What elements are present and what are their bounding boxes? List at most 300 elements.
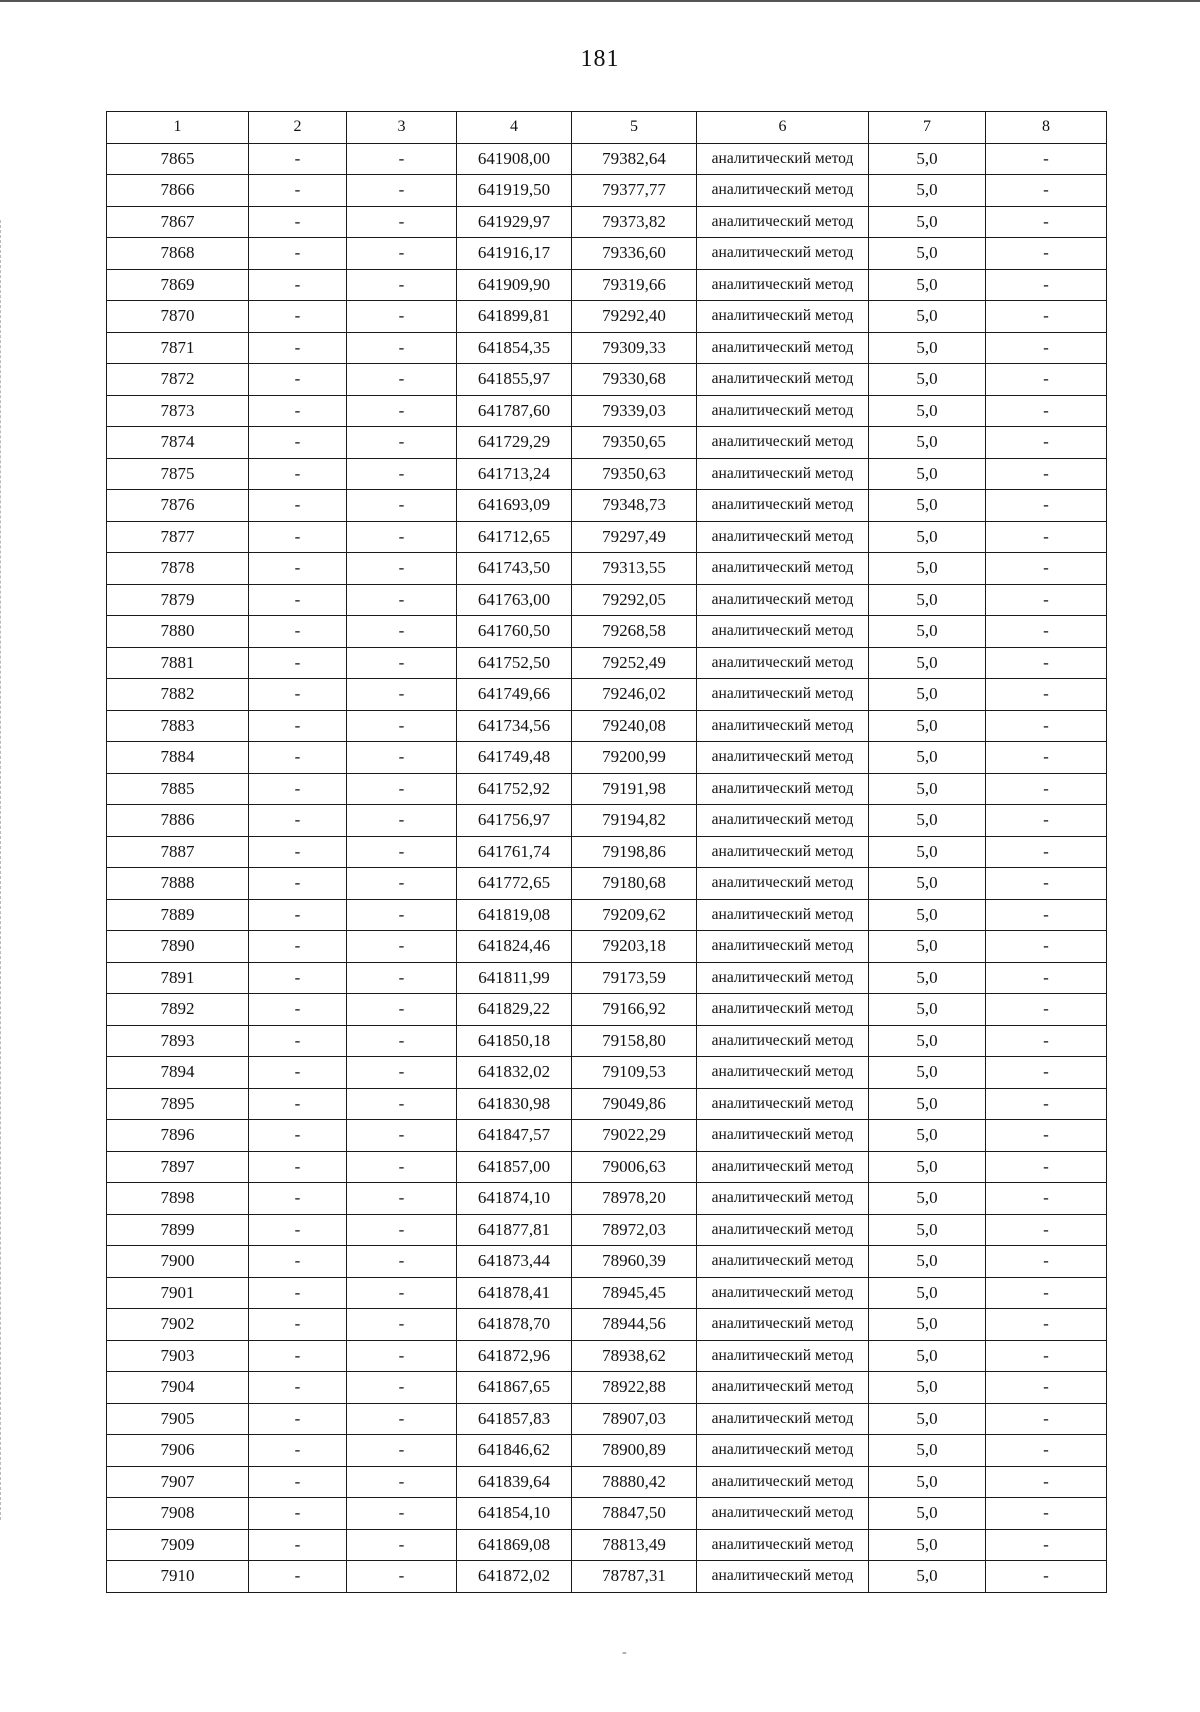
table-row	[107, 458, 1107, 490]
point-number-cell: 7876	[107, 490, 249, 522]
col8-cell: -	[986, 773, 1107, 805]
col8-cell: -	[986, 1246, 1107, 1278]
x-coordinate-cell: 641878,70	[457, 1309, 572, 1341]
col3-cell: -	[347, 1088, 457, 1120]
point-number-cell: 7891	[107, 962, 249, 994]
point-number-cell: 7877	[107, 521, 249, 553]
x-coordinate-cell: 641729,29	[457, 427, 572, 459]
method-cell: аналитический метод	[697, 175, 869, 207]
x-coordinate-cell: 641857,00	[457, 1151, 572, 1183]
accuracy-cell: 5,0	[869, 584, 986, 616]
accuracy-cell: 5,0	[869, 1529, 986, 1561]
y-coordinate-cell: 79180,68	[572, 868, 697, 900]
accuracy-cell: 5,0	[869, 994, 986, 1026]
col8-cell: -	[986, 1466, 1107, 1498]
method-cell: аналитический метод	[697, 1057, 869, 1089]
col3-cell: -	[347, 301, 457, 333]
x-coordinate-cell: 641756,97	[457, 805, 572, 837]
y-coordinate-cell: 79049,86	[572, 1088, 697, 1120]
point-number-cell: 7865	[107, 143, 249, 175]
table-row	[107, 1025, 1107, 1057]
method-cell: аналитический метод	[697, 1025, 869, 1057]
col3-cell: -	[347, 458, 457, 490]
col8-cell: -	[986, 1025, 1107, 1057]
table-row	[107, 395, 1107, 427]
col2-cell: -	[249, 458, 347, 490]
x-coordinate-cell: 641854,35	[457, 332, 572, 364]
y-coordinate-cell: 78972,03	[572, 1214, 697, 1246]
table-row	[107, 899, 1107, 931]
x-coordinate-cell: 641877,81	[457, 1214, 572, 1246]
y-coordinate-cell: 79158,80	[572, 1025, 697, 1057]
table-row	[107, 1498, 1107, 1530]
table-row	[107, 269, 1107, 301]
method-cell: аналитический метод	[697, 1088, 869, 1120]
accuracy-cell: 5,0	[869, 647, 986, 679]
table-row	[107, 836, 1107, 868]
col2-cell: -	[249, 1025, 347, 1057]
accuracy-cell: 5,0	[869, 206, 986, 238]
point-number-cell: 7889	[107, 899, 249, 931]
col8-cell: -	[986, 1277, 1107, 1309]
method-cell: аналитический метод	[697, 679, 869, 711]
accuracy-cell: 5,0	[869, 301, 986, 333]
accuracy-cell: 5,0	[869, 773, 986, 805]
col2-cell: -	[249, 616, 347, 648]
col8-cell: -	[986, 301, 1107, 333]
y-coordinate-cell: 79246,02	[572, 679, 697, 711]
col8-cell: -	[986, 868, 1107, 900]
accuracy-cell: 5,0	[869, 1214, 986, 1246]
method-cell: аналитический метод	[697, 269, 869, 301]
method-cell: аналитический метод	[697, 805, 869, 837]
col3-cell: -	[347, 805, 457, 837]
x-coordinate-cell: 641749,48	[457, 742, 572, 774]
col8-cell: -	[986, 1088, 1107, 1120]
y-coordinate-cell: 79336,60	[572, 238, 697, 270]
top-border-line	[0, 0, 1200, 2]
column-header: 3	[347, 112, 457, 144]
col8-cell: -	[986, 616, 1107, 648]
method-cell: аналитический метод	[697, 962, 869, 994]
col8-cell: -	[986, 1435, 1107, 1467]
accuracy-cell: 5,0	[869, 1372, 986, 1404]
y-coordinate-cell: 78900,89	[572, 1435, 697, 1467]
x-coordinate-cell: 641873,44	[457, 1246, 572, 1278]
accuracy-cell: 5,0	[869, 364, 986, 396]
method-cell: аналитический метод	[697, 553, 869, 585]
point-number-cell: 7902	[107, 1309, 249, 1341]
table-row	[107, 931, 1107, 963]
x-coordinate-cell: 641847,57	[457, 1120, 572, 1152]
accuracy-cell: 5,0	[869, 521, 986, 553]
col3-cell: -	[347, 364, 457, 396]
col8-cell: -	[986, 553, 1107, 585]
col8-cell: -	[986, 1057, 1107, 1089]
col8-cell: -	[986, 269, 1107, 301]
method-cell: аналитический метод	[697, 1246, 869, 1278]
col8-cell: -	[986, 679, 1107, 711]
method-cell: аналитический метод	[697, 206, 869, 238]
y-coordinate-cell: 79373,82	[572, 206, 697, 238]
col2-cell: -	[249, 553, 347, 585]
col2-cell: -	[249, 490, 347, 522]
y-coordinate-cell: 78787,31	[572, 1561, 697, 1593]
table-row	[107, 1151, 1107, 1183]
col8-cell: -	[986, 931, 1107, 963]
accuracy-cell: 5,0	[869, 1088, 986, 1120]
column-header: 6	[697, 112, 869, 144]
col3-cell: -	[347, 1403, 457, 1435]
accuracy-cell: 5,0	[869, 1277, 986, 1309]
col3-cell: -	[347, 1183, 457, 1215]
x-coordinate-cell: 641867,65	[457, 1372, 572, 1404]
point-number-cell: 7898	[107, 1183, 249, 1215]
y-coordinate-cell: 79377,77	[572, 175, 697, 207]
col2-cell: -	[249, 364, 347, 396]
table-row	[107, 616, 1107, 648]
point-number-cell: 7890	[107, 931, 249, 963]
method-cell: аналитический метод	[697, 1277, 869, 1309]
table-row	[107, 647, 1107, 679]
x-coordinate-cell: 641749,66	[457, 679, 572, 711]
point-number-cell: 7868	[107, 238, 249, 270]
point-number-cell: 7896	[107, 1120, 249, 1152]
col8-cell: -	[986, 427, 1107, 459]
method-cell: аналитический метод	[697, 521, 869, 553]
col3-cell: -	[347, 395, 457, 427]
accuracy-cell: 5,0	[869, 899, 986, 931]
col2-cell: -	[249, 899, 347, 931]
col3-cell: -	[347, 1466, 457, 1498]
col3-cell: -	[347, 1057, 457, 1089]
table-row	[107, 584, 1107, 616]
col8-cell: -	[986, 1309, 1107, 1341]
point-number-cell: 7881	[107, 647, 249, 679]
table-row	[107, 1466, 1107, 1498]
y-coordinate-cell: 79268,58	[572, 616, 697, 648]
col8-cell: -	[986, 395, 1107, 427]
point-number-cell: 7871	[107, 332, 249, 364]
col3-cell: -	[347, 332, 457, 364]
col3-cell: -	[347, 490, 457, 522]
col2-cell: -	[249, 1372, 347, 1404]
y-coordinate-cell: 78944,56	[572, 1309, 697, 1341]
point-number-cell: 7900	[107, 1246, 249, 1278]
x-coordinate-cell: 641839,64	[457, 1466, 572, 1498]
col3-cell: -	[347, 1151, 457, 1183]
table-row	[107, 1529, 1107, 1561]
col2-cell: -	[249, 868, 347, 900]
accuracy-cell: 5,0	[869, 1025, 986, 1057]
col2-cell: -	[249, 584, 347, 616]
y-coordinate-cell: 78960,39	[572, 1246, 697, 1278]
col3-cell: -	[347, 206, 457, 238]
point-number-cell: 7908	[107, 1498, 249, 1530]
accuracy-cell: 5,0	[869, 143, 986, 175]
col2-cell: -	[249, 1151, 347, 1183]
table-row	[107, 805, 1107, 837]
accuracy-cell: 5,0	[869, 1466, 986, 1498]
method-cell: аналитический метод	[697, 994, 869, 1026]
method-cell: аналитический метод	[697, 1403, 869, 1435]
method-cell: аналитический метод	[697, 868, 869, 900]
table-row	[107, 332, 1107, 364]
col3-cell: -	[347, 679, 457, 711]
method-cell: аналитический метод	[697, 490, 869, 522]
method-cell: аналитический метод	[697, 899, 869, 931]
col3-cell: -	[347, 1246, 457, 1278]
method-cell: аналитический метод	[697, 1183, 869, 1215]
point-number-cell: 7910	[107, 1561, 249, 1593]
y-coordinate-cell: 79109,53	[572, 1057, 697, 1089]
col8-cell: -	[986, 710, 1107, 742]
col8-cell: -	[986, 364, 1107, 396]
x-coordinate-cell: 641899,81	[457, 301, 572, 333]
table-row	[107, 1120, 1107, 1152]
col2-cell: -	[249, 1277, 347, 1309]
table-row	[107, 1372, 1107, 1404]
col8-cell: -	[986, 584, 1107, 616]
point-number-cell: 7906	[107, 1435, 249, 1467]
col8-cell: -	[986, 1183, 1107, 1215]
x-coordinate-cell: 641761,74	[457, 836, 572, 868]
x-coordinate-cell: 641713,24	[457, 458, 572, 490]
table-row	[107, 742, 1107, 774]
col3-cell: -	[347, 269, 457, 301]
accuracy-cell: 5,0	[869, 616, 986, 648]
col2-cell: -	[249, 143, 347, 175]
y-coordinate-cell: 79350,63	[572, 458, 697, 490]
col2-cell: -	[249, 1435, 347, 1467]
method-cell: аналитический метод	[697, 1529, 869, 1561]
accuracy-cell: 5,0	[869, 679, 986, 711]
col2-cell: -	[249, 1466, 347, 1498]
accuracy-cell: 5,0	[869, 427, 986, 459]
table-row	[107, 1246, 1107, 1278]
table-row	[107, 1435, 1107, 1467]
accuracy-cell: 5,0	[869, 868, 986, 900]
accuracy-cell: 5,0	[869, 742, 986, 774]
accuracy-cell: 5,0	[869, 1246, 986, 1278]
point-number-cell: 7875	[107, 458, 249, 490]
col3-cell: -	[347, 1214, 457, 1246]
col2-cell: -	[249, 395, 347, 427]
bottom-scan-mark: -	[622, 1645, 627, 1660]
method-cell: аналитический метод	[697, 584, 869, 616]
table-row	[107, 1403, 1107, 1435]
col8-cell: -	[986, 1214, 1107, 1246]
y-coordinate-cell: 79339,03	[572, 395, 697, 427]
point-number-cell: 7886	[107, 805, 249, 837]
col3-cell: -	[347, 1435, 457, 1467]
point-number-cell: 7873	[107, 395, 249, 427]
col8-cell: -	[986, 962, 1107, 994]
table-row	[107, 710, 1107, 742]
accuracy-cell: 5,0	[869, 175, 986, 207]
x-coordinate-cell: 641874,10	[457, 1183, 572, 1215]
col2-cell: -	[249, 1498, 347, 1530]
accuracy-cell: 5,0	[869, 458, 986, 490]
col8-cell: -	[986, 143, 1107, 175]
x-coordinate-cell: 641919,50	[457, 175, 572, 207]
col3-cell: -	[347, 773, 457, 805]
method-cell: аналитический метод	[697, 143, 869, 175]
method-cell: аналитический метод	[697, 1561, 869, 1593]
accuracy-cell: 5,0	[869, 1151, 986, 1183]
y-coordinate-cell: 79200,99	[572, 742, 697, 774]
accuracy-cell: 5,0	[869, 395, 986, 427]
col2-cell: -	[249, 269, 347, 301]
col8-cell: -	[986, 1561, 1107, 1593]
y-coordinate-cell: 79292,40	[572, 301, 697, 333]
point-number-cell: 7887	[107, 836, 249, 868]
point-number-cell: 7904	[107, 1372, 249, 1404]
accuracy-cell: 5,0	[869, 269, 986, 301]
col2-cell: -	[249, 710, 347, 742]
header-row	[107, 112, 1107, 144]
method-cell: аналитический метод	[697, 1151, 869, 1183]
col2-cell: -	[249, 742, 347, 774]
col8-cell: -	[986, 805, 1107, 837]
accuracy-cell: 5,0	[869, 1340, 986, 1372]
col3-cell: -	[347, 521, 457, 553]
col8-cell: -	[986, 521, 1107, 553]
y-coordinate-cell: 79350,65	[572, 427, 697, 459]
col3-cell: -	[347, 1561, 457, 1593]
x-coordinate-cell: 641857,83	[457, 1403, 572, 1435]
col8-cell: -	[986, 1151, 1107, 1183]
x-coordinate-cell: 641787,60	[457, 395, 572, 427]
col3-cell: -	[347, 899, 457, 931]
col2-cell: -	[249, 994, 347, 1026]
col3-cell: -	[347, 710, 457, 742]
table-row	[107, 143, 1107, 175]
x-coordinate-cell: 641819,08	[457, 899, 572, 931]
col3-cell: -	[347, 931, 457, 963]
col3-cell: -	[347, 143, 457, 175]
method-cell: аналитический метод	[697, 1466, 869, 1498]
col3-cell: -	[347, 175, 457, 207]
col8-cell: -	[986, 1498, 1107, 1530]
table-row	[107, 364, 1107, 396]
col2-cell: -	[249, 679, 347, 711]
page-number: 181	[580, 46, 620, 72]
x-coordinate-cell: 641855,97	[457, 364, 572, 396]
col2-cell: -	[249, 1529, 347, 1561]
col3-cell: -	[347, 1120, 457, 1152]
col8-cell: -	[986, 458, 1107, 490]
point-number-cell: 7880	[107, 616, 249, 648]
col2-cell: -	[249, 647, 347, 679]
col2-cell: -	[249, 1340, 347, 1372]
y-coordinate-cell: 78907,03	[572, 1403, 697, 1435]
x-coordinate-cell: 641872,96	[457, 1340, 572, 1372]
col3-cell: -	[347, 1498, 457, 1530]
table-row	[107, 175, 1107, 207]
x-coordinate-cell: 641878,41	[457, 1277, 572, 1309]
accuracy-cell: 5,0	[869, 1309, 986, 1341]
method-cell: аналитический метод	[697, 395, 869, 427]
accuracy-cell: 5,0	[869, 962, 986, 994]
accuracy-cell: 5,0	[869, 1403, 986, 1435]
x-coordinate-cell: 641752,50	[457, 647, 572, 679]
col8-cell: -	[986, 1340, 1107, 1372]
table-row	[107, 1561, 1107, 1593]
accuracy-cell: 5,0	[869, 238, 986, 270]
column-header: 8	[986, 112, 1107, 144]
y-coordinate-cell: 79330,68	[572, 364, 697, 396]
point-number-cell: 7866	[107, 175, 249, 207]
col2-cell: -	[249, 427, 347, 459]
x-coordinate-cell: 641909,90	[457, 269, 572, 301]
col8-cell: -	[986, 742, 1107, 774]
method-cell: аналитический метод	[697, 1372, 869, 1404]
table-row	[107, 1088, 1107, 1120]
point-number-cell: 7882	[107, 679, 249, 711]
method-cell: аналитический метод	[697, 742, 869, 774]
col2-cell: -	[249, 962, 347, 994]
accuracy-cell: 5,0	[869, 710, 986, 742]
x-coordinate-cell: 641693,09	[457, 490, 572, 522]
table-row	[107, 1057, 1107, 1089]
col3-cell: -	[347, 584, 457, 616]
col2-cell: -	[249, 332, 347, 364]
coordinates-table	[106, 111, 1107, 1593]
y-coordinate-cell: 79006,63	[572, 1151, 697, 1183]
point-number-cell: 7903	[107, 1340, 249, 1372]
col3-cell: -	[347, 238, 457, 270]
col3-cell: -	[347, 1025, 457, 1057]
col3-cell: -	[347, 1372, 457, 1404]
col3-cell: -	[347, 836, 457, 868]
method-cell: аналитический метод	[697, 1340, 869, 1372]
point-number-cell: 7893	[107, 1025, 249, 1057]
y-coordinate-cell: 79173,59	[572, 962, 697, 994]
y-coordinate-cell: 79319,66	[572, 269, 697, 301]
point-number-cell: 7897	[107, 1151, 249, 1183]
x-coordinate-cell: 641830,98	[457, 1088, 572, 1120]
column-header: 2	[249, 112, 347, 144]
col2-cell: -	[249, 301, 347, 333]
accuracy-cell: 5,0	[869, 490, 986, 522]
accuracy-cell: 5,0	[869, 332, 986, 364]
point-number-cell: 7894	[107, 1057, 249, 1089]
table-row	[107, 521, 1107, 553]
x-coordinate-cell: 641712,65	[457, 521, 572, 553]
col8-cell: -	[986, 994, 1107, 1026]
method-cell: аналитический метод	[697, 773, 869, 805]
column-header: 1	[107, 112, 249, 144]
point-number-cell: 7874	[107, 427, 249, 459]
method-cell: аналитический метод	[697, 364, 869, 396]
col8-cell: -	[986, 490, 1107, 522]
col3-cell: -	[347, 616, 457, 648]
x-coordinate-cell: 641763,00	[457, 584, 572, 616]
col8-cell: -	[986, 836, 1107, 868]
method-cell: аналитический метод	[697, 1498, 869, 1530]
accuracy-cell: 5,0	[869, 836, 986, 868]
point-number-cell: 7872	[107, 364, 249, 396]
col3-cell: -	[347, 1340, 457, 1372]
col2-cell: -	[249, 1088, 347, 1120]
method-cell: аналитический метод	[697, 238, 869, 270]
point-number-cell: 7909	[107, 1529, 249, 1561]
table-row	[107, 679, 1107, 711]
col3-cell: -	[347, 1277, 457, 1309]
x-coordinate-cell: 641829,22	[457, 994, 572, 1026]
table-row	[107, 1309, 1107, 1341]
